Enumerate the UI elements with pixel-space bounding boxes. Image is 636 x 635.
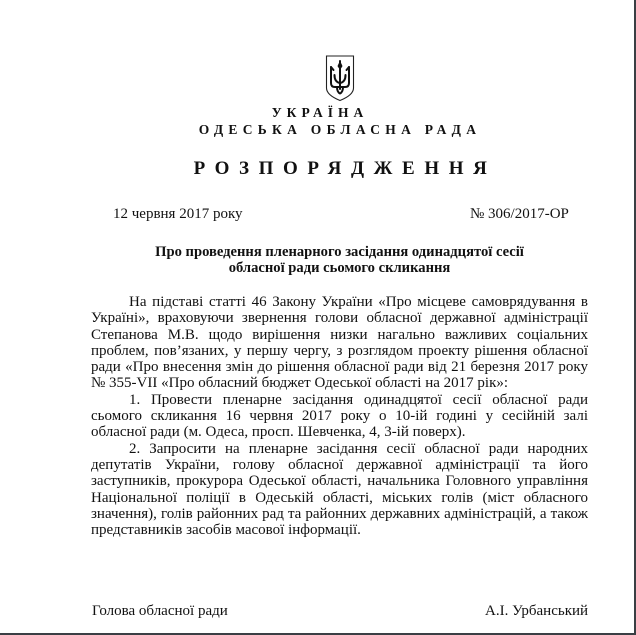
document-date: 12 червня 2017 року: [113, 206, 243, 222]
body-paragraph-item-2: 2. Запросити на пленарне засідання сесії обласної ради народних депутатів України, голову обласної державної адміністрації та його заступників, прокурора Одеської області, начальника Головного управління Національної поліції в Одеській області, міських голів (міст обласного значення), голів районних рад та районних державних адміністрацій, а також представників засобів масової інформації.: [91, 440, 588, 539]
signature-role: Голова обласної ради: [92, 603, 228, 619]
signature-name: А.І. Урбанський: [485, 603, 589, 619]
ukraine-coat-of-arms-icon: [325, 54, 355, 102]
document-type-heading: РОЗПОРЯДЖЕННЯ: [193, 158, 497, 179]
emblem-trident: [331, 61, 349, 94]
document-number: № 306/2017-ОР: [470, 206, 569, 222]
document-title-line-1: Про проведення пленарного засідання одинадцятої сесії: [155, 244, 524, 260]
body-paragraph-preamble: На підставі статті 46 Закону України «Про місцеве самоврядування в Україні», враховуючи звернення голови обласної державної адміністрації Степанова М.В. щодо вирішення низки нагально важливих соціальних проблем, пов’язаних, у першу чергу, з розглядом проекту рішення обласної ради «Про внесення змін до рішення обласної ради від 21 березня 2017 року № 355-VII «Про обласний бюджет Одеської області на 2017 рік»:: [91, 294, 588, 392]
header-country: УКРАЇНА: [271, 105, 369, 120]
document-title-line-2: обласної ради сьомого скликання: [228, 260, 451, 276]
document-title: [91, 244, 588, 276]
document-body: [91, 294, 588, 538]
header-council-name: ОДЕСЬКА ОБЛАСНА РАДА: [198, 122, 482, 137]
body-paragraph-item-1: 1. Провести пленарне засідання одинадцятої сесії обласної ради сьомого скликання 16 червня 2017 року о 10-ій годині у сесійній залі обласної ради (м. Одеса, просп. Шевченка, 4, 3-ій поверх).: [91, 391, 588, 441]
